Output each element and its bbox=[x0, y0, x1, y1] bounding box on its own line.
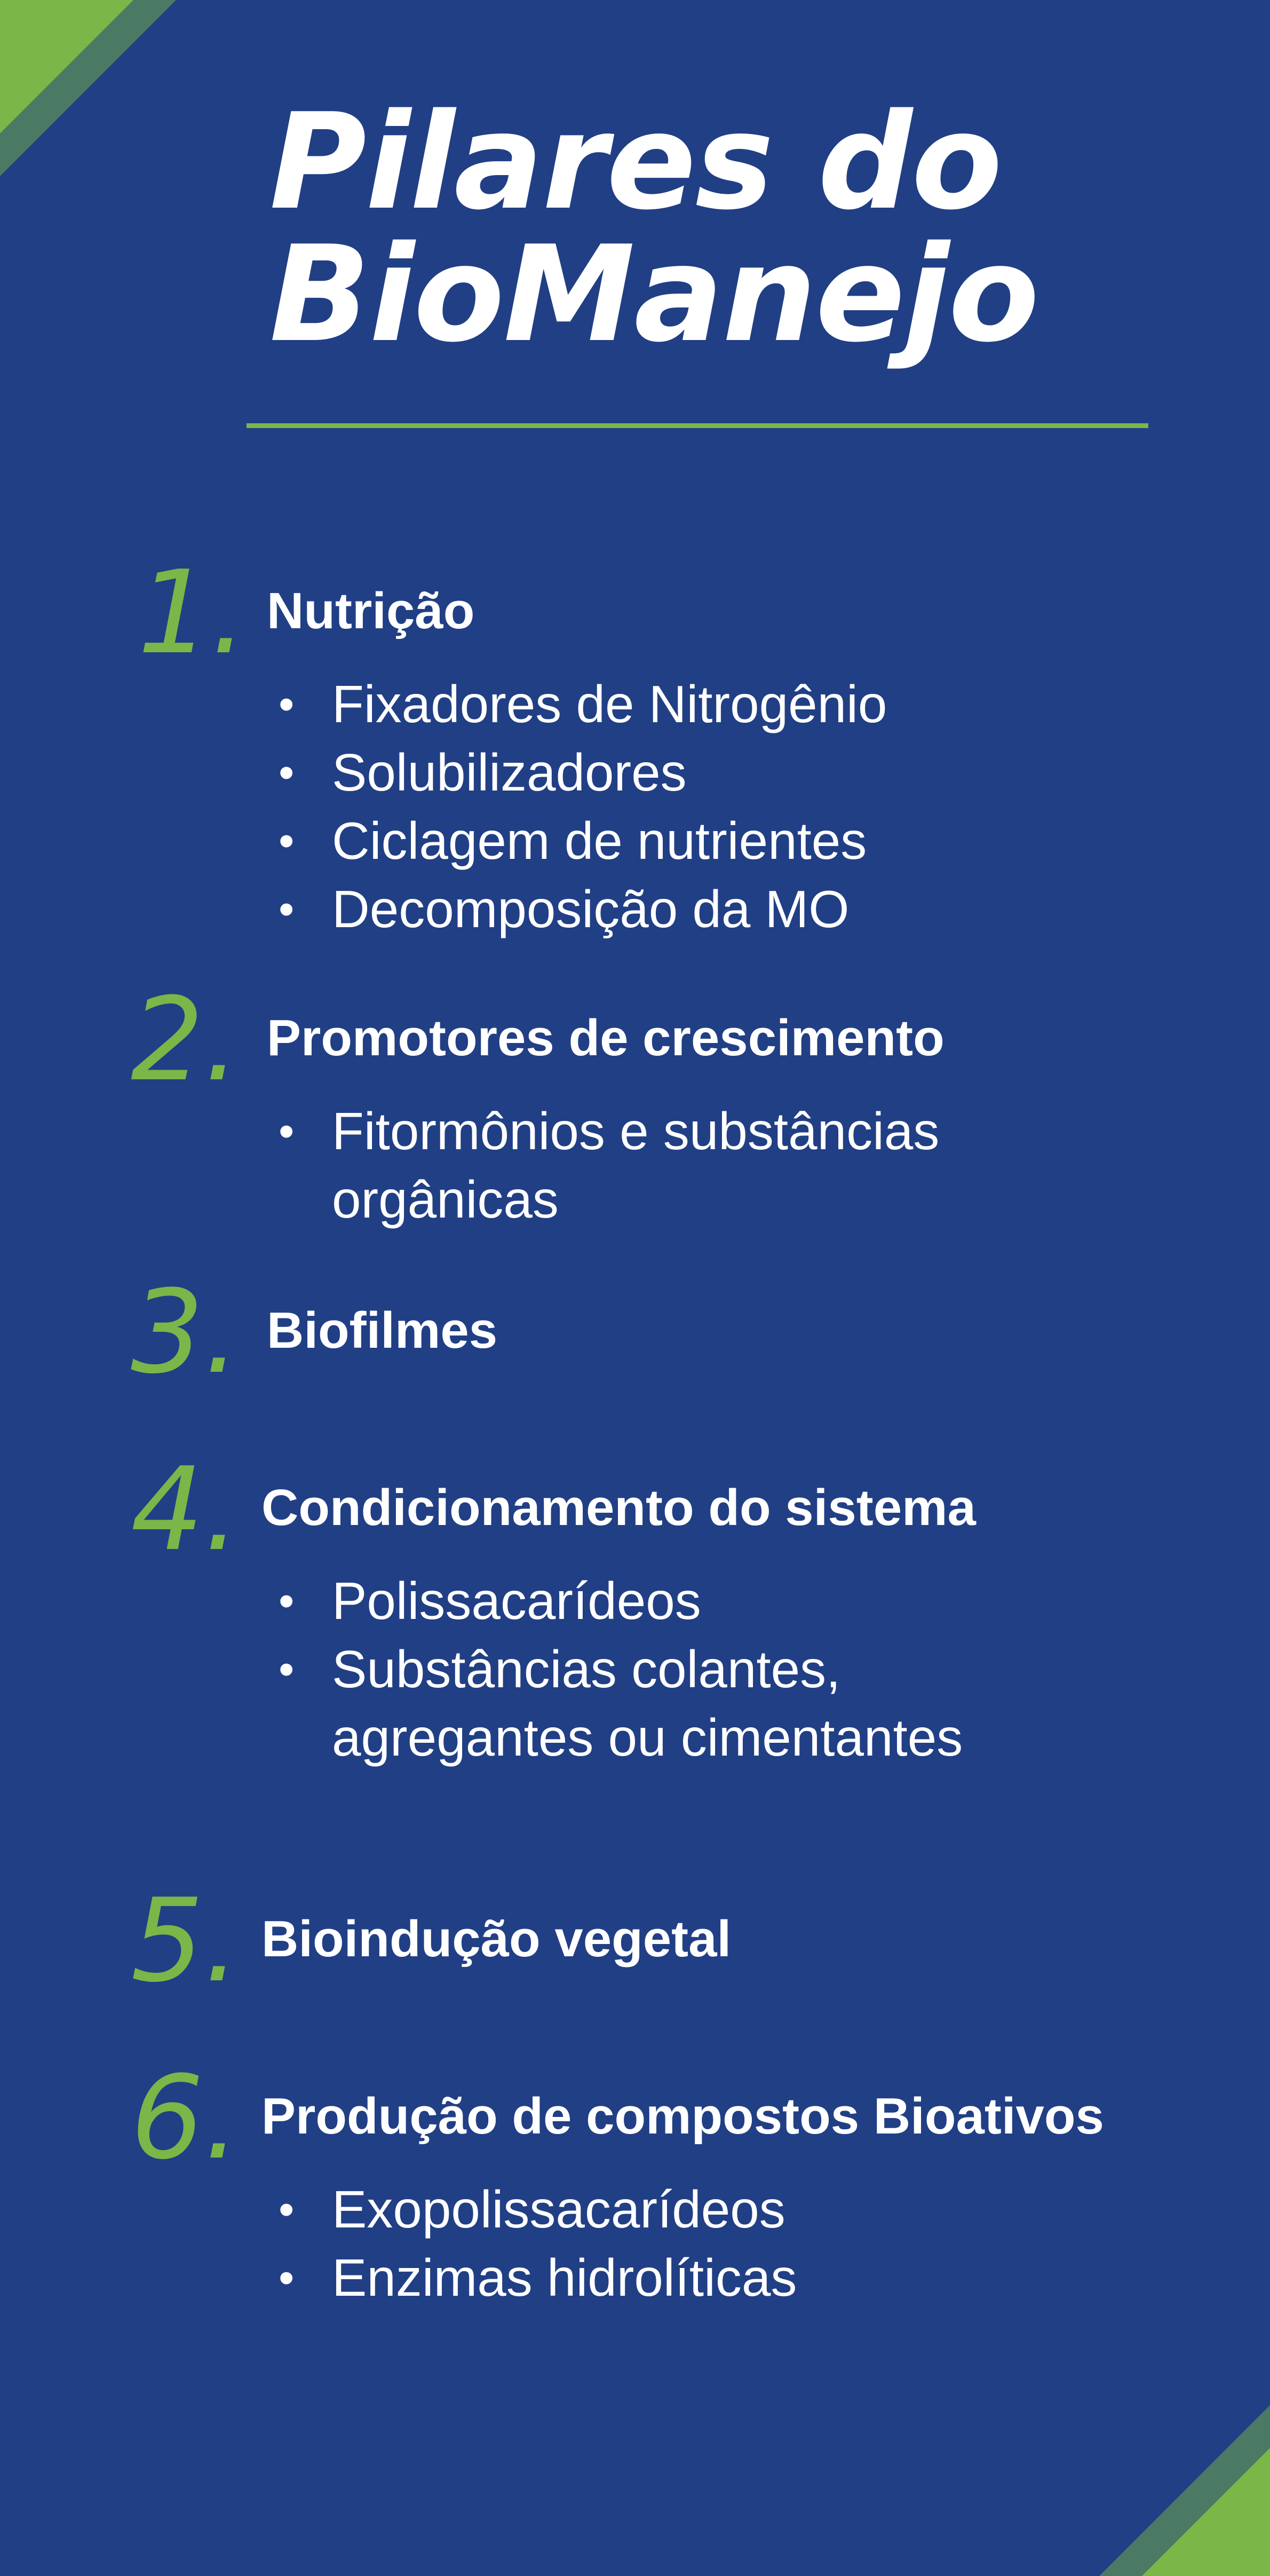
bullet-icon: • bbox=[279, 1644, 295, 1694]
pillar-item-list bbox=[279, 670, 887, 943]
pillar-title: Biofilmes bbox=[267, 1302, 498, 1359]
list-item-label: Fixadores de Nitrogênio bbox=[332, 675, 887, 733]
pillar-number: 1. bbox=[138, 546, 248, 679]
list-item-label: agregantes ou cimentantes bbox=[332, 1708, 963, 1767]
pillar-title: Promotores de crescimento bbox=[267, 1009, 944, 1066]
pillar-item-list bbox=[279, 2175, 797, 2312]
list-item bbox=[279, 2175, 797, 2243]
pillar-title: Bioindução vegetal bbox=[261, 1910, 732, 1967]
bullet-icon: • bbox=[279, 2253, 295, 2303]
title-line-1: Pilares do bbox=[269, 85, 1002, 239]
list-item-label: orgânicas bbox=[332, 1170, 559, 1229]
list-item bbox=[279, 670, 887, 738]
pillar-number: 2. bbox=[131, 973, 241, 1107]
list-item-label: Exopolissacarídeos bbox=[332, 2180, 785, 2239]
list-item-label: Solubilizadores bbox=[332, 743, 687, 802]
bullet-icon: • bbox=[279, 747, 295, 797]
list-item bbox=[279, 807, 887, 875]
list-item-label: Decomposição da MO bbox=[332, 880, 850, 938]
pillar-title: Condicionamento do sistema bbox=[261, 1479, 976, 1536]
title-line-2: BioManejo bbox=[269, 218, 1038, 372]
list-item-continuation bbox=[279, 1165, 939, 1234]
title-divider bbox=[247, 423, 1148, 428]
bullet-icon: • bbox=[279, 1576, 295, 1626]
corner-decoration-bottom-right bbox=[1089, 2395, 1270, 2576]
bullet-icon: • bbox=[279, 1106, 295, 1156]
list-item-label: Enzimas hidrolíticas bbox=[332, 2248, 797, 2307]
list-item-label: Ciclagem de nutrientes bbox=[332, 811, 867, 870]
list-item bbox=[279, 738, 887, 807]
pillar-title: Produção de compostos Bioativos bbox=[261, 2088, 1104, 2145]
bullet-icon: • bbox=[279, 816, 295, 866]
page-title bbox=[269, 85, 1230, 372]
list-item bbox=[279, 1567, 963, 1635]
list-item-continuation bbox=[279, 1703, 963, 1772]
pillar-number: 5. bbox=[131, 1874, 241, 2008]
pillar-item-list bbox=[279, 1097, 939, 1234]
pillar-title: Nutrição bbox=[267, 582, 475, 639]
list-item bbox=[279, 875, 887, 943]
list-item-label: Fitormônios e substâncias bbox=[332, 1102, 940, 1160]
bullet-icon: • bbox=[279, 679, 295, 729]
list-item bbox=[279, 1097, 939, 1165]
list-item-label: Substâncias colantes, bbox=[332, 1640, 841, 1698]
corner-decoration-top-left bbox=[0, 0, 181, 181]
list-item bbox=[279, 1635, 963, 1703]
pillar-number: 3. bbox=[131, 1265, 241, 1399]
bullet-icon: • bbox=[279, 884, 295, 934]
pillar-item-list bbox=[279, 1567, 963, 1772]
pillar-number: 4. bbox=[131, 1442, 241, 1576]
list-item-label: Polissacarídeos bbox=[332, 1571, 701, 1630]
pillar-number: 6. bbox=[131, 2051, 241, 2185]
bullet-icon: • bbox=[279, 2184, 295, 2234]
list-item bbox=[279, 2243, 797, 2312]
